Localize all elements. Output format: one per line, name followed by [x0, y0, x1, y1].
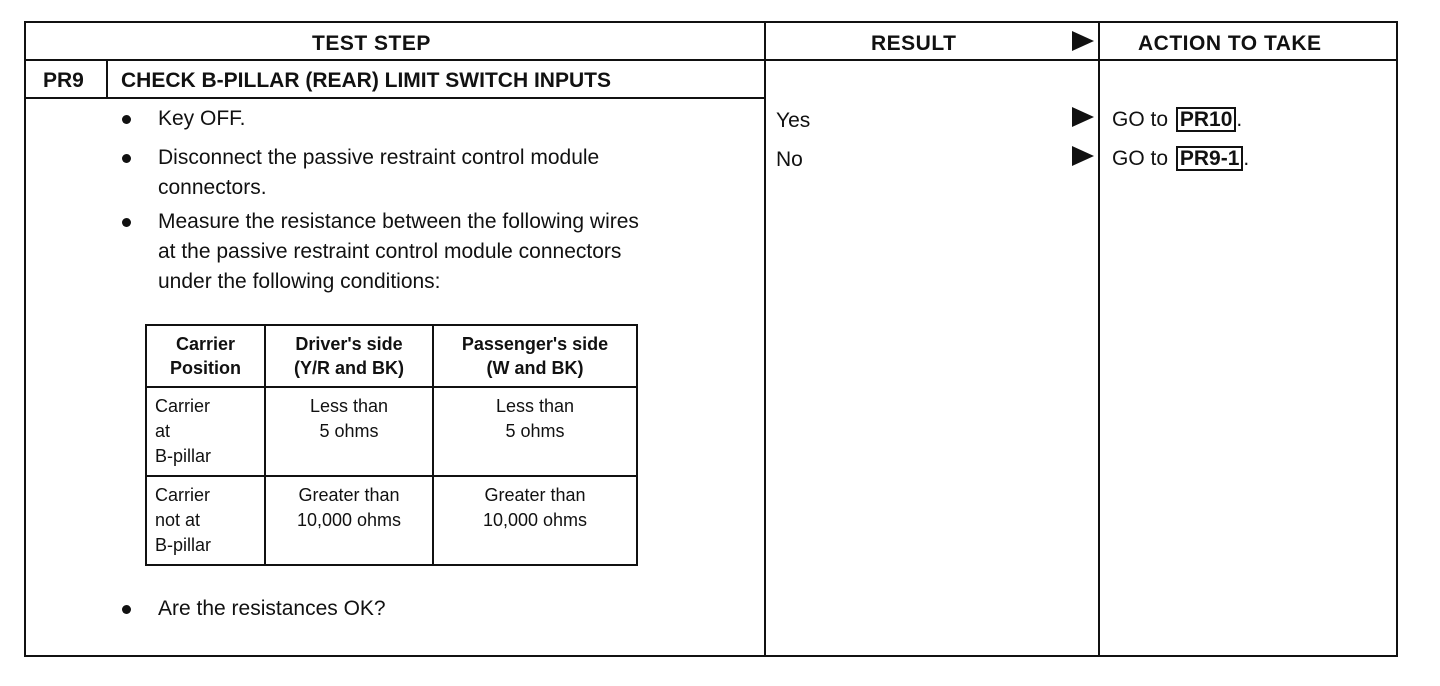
cell-carrier-position: Carrier at B-pillar [146, 387, 265, 476]
bullet-icon [122, 605, 131, 614]
cell-drivers-side: Greater than 10,000 ohms [265, 476, 433, 565]
header-arrow-icon [1072, 31, 1094, 51]
action-yes-suffix: . [1236, 108, 1243, 131]
instruction-key-off: Key OFF. [158, 107, 246, 130]
instruction-measure: Measure the resistance between the following wires at the passive restraint control module connectors under the following conditions: [158, 210, 639, 293]
col-passengers-side: Passenger's side (W and BK) [433, 325, 637, 387]
bullet-icon [122, 115, 131, 124]
cell-passengers-side: Less than 5 ohms [433, 387, 637, 476]
header-result: RESULT [871, 32, 957, 55]
action-no-ref: PR9-1 [1176, 146, 1244, 171]
action-yes [1112, 107, 1242, 132]
table-row [146, 387, 637, 476]
action-no-suffix: . [1243, 147, 1250, 170]
cell-carrier-position: Carrier not at B-pillar [146, 476, 265, 565]
bullet-icon [122, 218, 131, 227]
diagnostic-table [24, 21, 1398, 657]
condition-table-header [146, 325, 637, 387]
table-row [146, 476, 637, 565]
step-id: PR9 [43, 69, 84, 92]
step-id-divider [106, 59, 108, 99]
header-divider [26, 59, 1396, 61]
action-no-prefix: GO to [1112, 147, 1169, 170]
result-yes-arrow-icon [1072, 107, 1094, 127]
action-yes-prefix: GO to [1112, 108, 1169, 131]
instruction-question: Are the resistances OK? [158, 597, 386, 620]
divider-result-column [764, 23, 766, 655]
cell-passengers-side: Greater than 10,000 ohms [433, 476, 637, 565]
header-action: ACTION TO TAKE [1138, 32, 1322, 55]
result-no: No [776, 148, 803, 171]
header-test-step: TEST STEP [312, 32, 431, 55]
cell-drivers-side: Less than 5 ohms [265, 387, 433, 476]
col-carrier-position: Carrier Position [146, 325, 265, 387]
step-title-divider [26, 97, 764, 99]
resistance-condition-table [145, 324, 638, 566]
result-no-arrow-icon [1072, 146, 1094, 166]
divider-action-column [1098, 23, 1100, 655]
action-no [1112, 146, 1249, 171]
action-yes-ref: PR10 [1176, 107, 1237, 132]
bullet-icon [122, 154, 131, 163]
col-drivers-side: Driver's side (Y/R and BK) [265, 325, 433, 387]
result-yes: Yes [776, 109, 811, 132]
instruction-disconnect: Disconnect the passive restraint control module connectors. [158, 146, 600, 199]
step-title: CHECK B-PILLAR (REAR) LIMIT SWITCH INPUTS [121, 69, 611, 92]
